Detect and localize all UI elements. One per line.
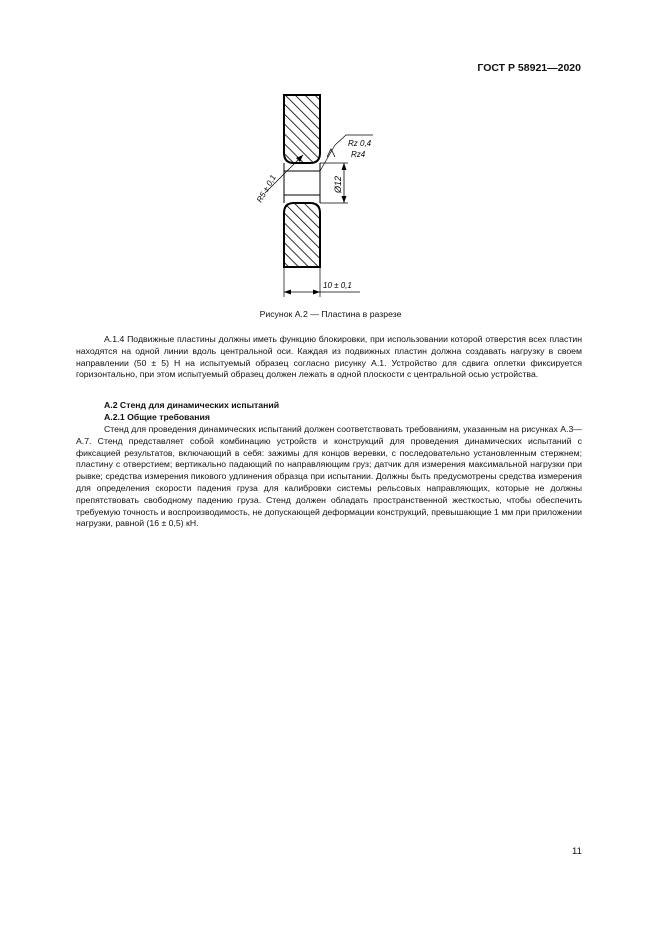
roughness-label-rz04: Rz 0,4 [348, 139, 372, 148]
roughness-label-rz4: Rz4 [351, 150, 366, 159]
plate-section-drawing [225, 85, 425, 300]
plate-upper-section [284, 95, 320, 163]
radius-label: R5 ± 0,1 [254, 173, 278, 204]
document-id: ГОСТ Р 58921—2020 [477, 62, 581, 74]
section-heading-a21: А.2.1 Общие требования [104, 412, 210, 422]
paragraph-a14: А.1.4 Подвижные пластины должны иметь функцию блокировки, при использовании которой отверстия всех пластин находятся на одной линии вдоль центральной оси. Каждая из подвижных пластин должна создавать нагрузку в своем направлении (50 ± 5) Н на испытуемый образец согласно рисунку А.1. Устройство для сдвига оплетки фиксируется горизонтально, при этом испытуемый образец должен лежать в одной плоскости с центральной осью устройства. [76, 334, 582, 380]
paragraph-a21: Стенд для проведения динамических испытаний должен соответствовать требованиям, указанным на рисунках А.3—А.7. Стенд представляет собой комбинацию устройств и конструкций для проведения динамических испытаний с фиксацией результатов, включающий в себя: зажимы для концов веревки, с последовательно установленным стержнем; пластину с отверстием; вертикально падающий по направляющим груз; датчик для измерения максимальной нагрузки при рывке; средства измерения пикового удлинения образца при испытании. Должны быть предусмотрены средства измерения для определения скорости падения груза для калибровки системы рельсовых направляющих, которые не должны препятствовать свободному падению груза. Стенд должен обладать пространственной жесткостью, чтобы обеспечить требуемую точность и воспроизводимость, не допускающей деформации конструкций, превышающие 1 мм при приложении нагрузки, равной (16 ± 0,5) кН. [76, 424, 582, 529]
plate-lower-section [284, 203, 320, 267]
paragraph-a21-container [76, 424, 582, 530]
page-number: 11 [572, 846, 582, 857]
paragraph-a14-container [76, 334, 582, 381]
section-heading-a2: А.2 Стенд для динамических испытаний [104, 400, 280, 410]
thickness-label: 10 ± 0,1 [323, 281, 352, 290]
figure-caption: Рисунок А.2 — Пластина в разрезе [259, 309, 402, 319]
diameter-label: Ø12 [333, 175, 343, 193]
